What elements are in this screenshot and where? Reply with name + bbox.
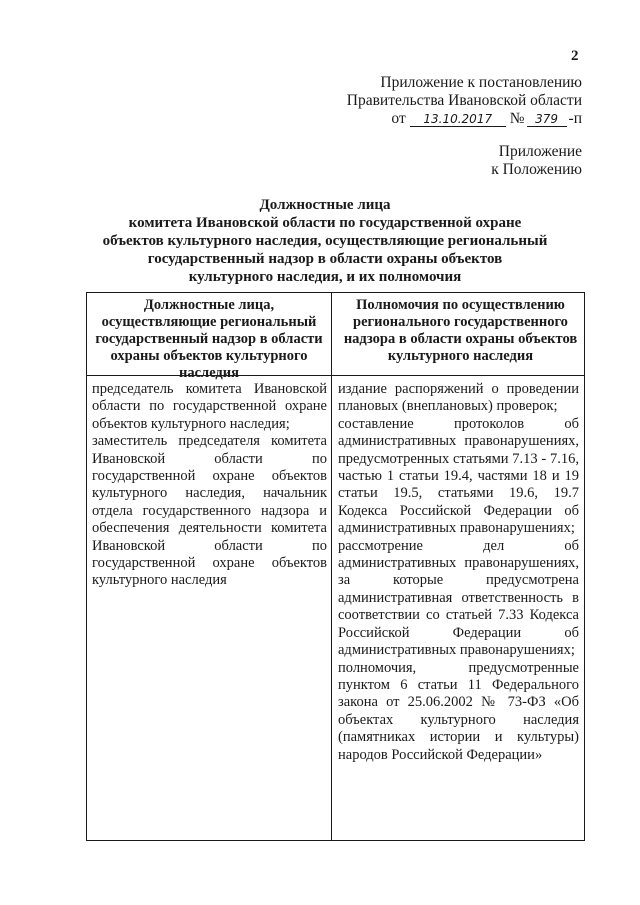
powers-cell — [338, 381, 579, 764]
handwritten-number: 379 — [527, 112, 567, 127]
appendix-sub-line1: Приложение — [498, 143, 582, 160]
appendix-sub-line2: к Положению — [491, 161, 582, 178]
title-line: государственный надзор в области охраны объектов — [147, 251, 503, 267]
appendix-main-line1: Приложение к постановлению — [380, 74, 582, 91]
power-item: издание распоряжений о проведении плановых (внеплановых) проверок; — [338, 381, 579, 415]
officials-cell — [92, 381, 327, 590]
header-powers: Полномочия по осуществлению регионального государственного надзора в области охраны объектов культурного наследия — [343, 297, 578, 364]
from-label: от — [391, 110, 406, 127]
appendix-main-date-line — [347, 110, 582, 128]
officials-table — [86, 292, 585, 841]
number-suffix: -п — [568, 110, 582, 127]
page-number: 2 — [571, 48, 579, 64]
power-item: составление протоколов об административных правонарушениях, предусмотренных статьями 7.13 - 7.16, частью 1 статьи 19.4, частями 18 и 19 статьи 19.5, статьями 19.6, 19.7 Кодекса Российской Федерации об административных правонарушениях; — [338, 415, 579, 537]
official-item: заместитель председателя комитета Ивановской области по государственной охране объектов культурного наследия, начальник отдела государственного надзора и обеспечения деятельности комитета Ивановской области по государственной охране объектов культурного наследия — [92, 433, 327, 589]
appendix-main-line2: Правительства Ивановской области — [346, 92, 582, 109]
header-officials: Должностные лица, осуществляющие региональный государственный надзор в области охраны объектов культурного наследия — [95, 297, 323, 381]
title-line: комитета Ивановской области по государственной охране — [128, 215, 522, 231]
title-line: объектов культурного наследия, осуществляющие региональный — [102, 233, 548, 249]
title-line: культурного наследия, и их полномочия — [188, 269, 462, 285]
number-label: № — [509, 110, 525, 127]
document-title — [100, 196, 550, 286]
appendix-sub-header — [491, 143, 582, 179]
handwritten-date: 13.10.2017 — [410, 112, 506, 127]
official-item: председатель комитета Ивановской области по государственной охране объектов культурного наследия; — [92, 381, 327, 432]
power-item: полномочия, предусмотренные пунктом 6 статьи 11 Федерального закона от 25.06.2002 № 73-ФЗ «Об объектах культурного наследия (памятниках истории и культуры) народов Российской Федерации» — [338, 659, 579, 763]
title-line: Должностные лица — [259, 197, 391, 213]
power-item: рассмотрение дел об административных правонарушениях, за которые предусмотрена административная ответственность в соответствии со статьей 7.33 Кодекса Российской Федерации об административных правонарушениях; — [338, 537, 579, 659]
appendix-main-header — [347, 74, 582, 128]
